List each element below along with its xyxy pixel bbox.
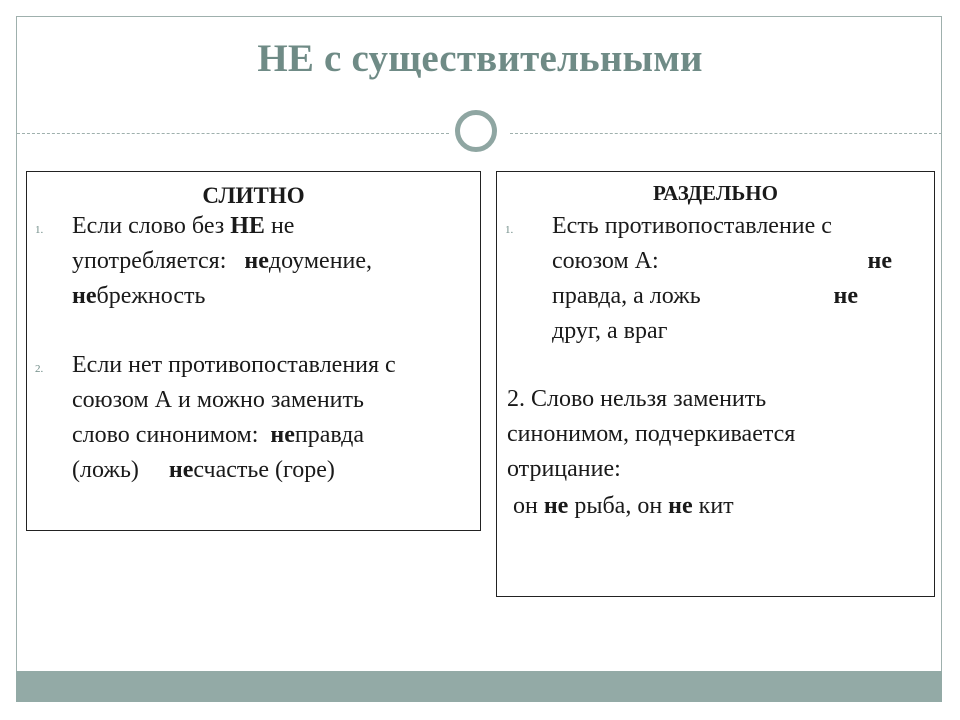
rule-line <box>72 453 472 488</box>
example-prefix: не <box>833 283 858 309</box>
rule-line <box>72 209 472 244</box>
separate-rule-2 <box>497 382 934 487</box>
separate-heading: РАЗДЕЛЬНО <box>653 181 778 205</box>
rule-line: Если нет противопоставления с <box>72 352 396 378</box>
together-rule-2 <box>27 348 480 488</box>
example-prefix: не <box>668 493 693 519</box>
example-word: правда <box>294 422 364 448</box>
rule-line: синонимом, подчеркивается <box>507 421 796 447</box>
example-word: доумение, <box>268 248 373 274</box>
rule-line: 2. Слово нельзя заменить <box>507 386 767 412</box>
rule-line <box>72 279 472 314</box>
example-word: брежность <box>96 283 206 309</box>
together-heading: СЛИТНО <box>202 183 305 208</box>
together-rules-box <box>26 171 481 531</box>
example-prefix: не <box>270 422 295 448</box>
circle-ornament-icon <box>455 110 497 152</box>
rule-text: употребляется: <box>72 248 227 274</box>
rule-text: слово синонимом: <box>72 422 259 448</box>
example-prefix: не <box>543 493 569 519</box>
rule-line <box>513 489 934 524</box>
example-prefix: не <box>168 457 194 483</box>
rule-text: союзом А: <box>552 248 659 274</box>
divider-line-right <box>510 133 942 134</box>
rule-line <box>552 279 858 314</box>
list-number: 1. <box>35 224 44 236</box>
separate-rules-box <box>496 171 935 597</box>
example-prefix: не <box>867 248 892 274</box>
rule-line: друг, а враг <box>552 318 668 344</box>
example-synonym: (ложь) <box>72 457 139 483</box>
rule-line: отрицание: <box>507 456 621 482</box>
divider-line-left <box>17 133 449 134</box>
example-text: он <box>513 493 544 519</box>
rule-text: Если слово без <box>72 213 231 239</box>
rule-text: правда, а ложь <box>552 283 701 309</box>
list-number: 2. <box>35 363 44 375</box>
rule-line <box>72 244 472 279</box>
rule-line: Есть противопоставление с <box>552 213 832 239</box>
footer-bar <box>16 671 942 702</box>
list-number: 1. <box>505 224 514 236</box>
rule-line: союзом А и можно заменить <box>72 387 364 413</box>
rule-line <box>552 244 892 279</box>
rule-text-bold: НЕ <box>230 213 265 239</box>
together-rule-1 <box>27 209 480 314</box>
example-word: счастье (горе) <box>193 457 335 483</box>
example-text: рыба, он <box>568 493 669 519</box>
separate-rule-2-example <box>497 489 934 524</box>
slide-title: НЕ с существительными <box>257 37 703 80</box>
example-text: кит <box>692 493 734 519</box>
rule-line <box>72 418 472 453</box>
example-prefix: не <box>72 283 97 309</box>
separate-rule-1 <box>497 209 934 349</box>
rule-text: не <box>264 213 295 239</box>
example-prefix: не <box>244 248 269 274</box>
